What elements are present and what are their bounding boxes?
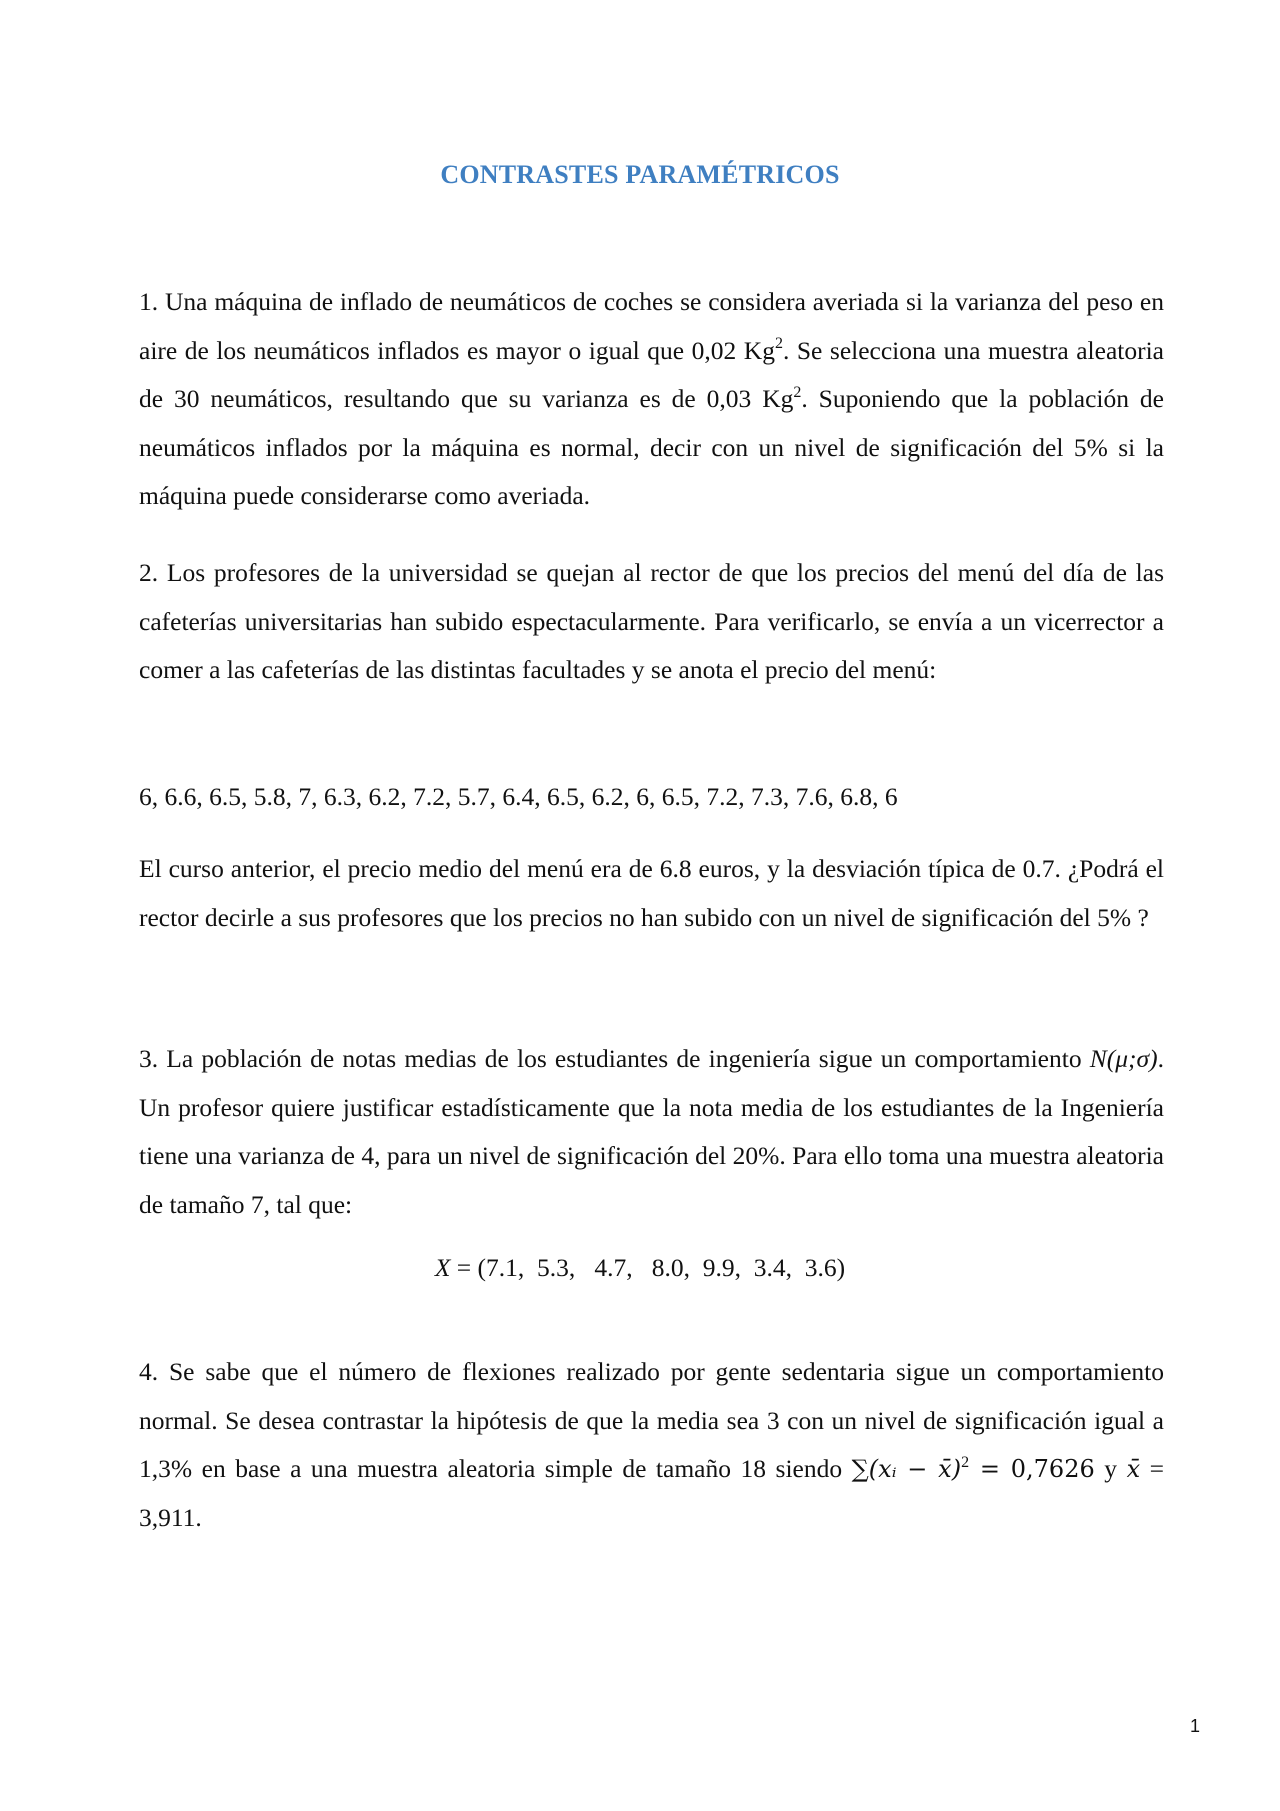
problem-4-statement: 4. Se sabe que el número de flexiones realizado por gente sedentaria sigue un comportamiento normal. Se desea contrastar la hipótesis de que la media sea 3 con un nivel de significación igual a 1,3% en base a una muestra aleatoria simple de tamaño 18 siendo: [139, 1357, 1164, 1483]
problem-1-part-b: . Se selecciona una muestra aleatoria de 30 neumáticos, resultando que su varianza es de 0,03 Kg: [139, 335, 1164, 413]
formula-variable: X: [434, 1253, 451, 1282]
problem-3: [139, 1035, 1164, 1229]
problem-3-dist-params: (μ;σ): [1106, 1044, 1158, 1073]
problem-1-part-c: . Suponiendo que la población de neumáticos inflados por la máquina es normal, decir con un nivel de significación del 5% si la máquina puede considerarse como averiada.: [139, 384, 1164, 510]
problem-2-question: El curso anterior, el precio medio del menú era de 6.8 euros, y la desviación típica de 0.7. ¿Podrá el rector decirle a sus profesores que los precios no han subido con un nivel de significación del 5% ?: [139, 854, 1164, 932]
problem-1-text: [139, 278, 1164, 521]
sum-expression: ∑(xᵢ − x̄): [851, 1455, 962, 1483]
problem-3-sample-formula: [0, 1253, 1280, 1283]
problem-4: [139, 1348, 1164, 1542]
problem-1-sup-b: 2: [793, 383, 802, 401]
problem-1: [139, 278, 1164, 521]
formula-values: = (7.1, 5.3, 4.7, 8.0, 9.9, 3.4, 3.6): [450, 1253, 846, 1282]
problem-2-intro: 2. Los profesores de la universidad se quejan al rector de que los precios del menú del día de las cafeterías universitarias han subido espectacularmente. Para verificarlo, se envía a un vicerrector a comer a las cafeterías de las distintas facultades y se anota el precio del menú:: [139, 558, 1164, 684]
problem-4-text: [139, 1348, 1164, 1542]
sum-value: = 0,7626: [969, 1455, 1095, 1483]
problem-1-sup-a: 2: [774, 335, 783, 352]
problem-2-data-values: 6, 6.6, 6.5, 5.8, 7, 6.3, 6.2, 7.2, 5.7, 6.4, 6.5, 6.2, 6, 6.5, 7.2, 7.3, 7.6, 6.8, 6: [139, 782, 898, 811]
mean-expression: x̄: [1126, 1455, 1141, 1483]
problem-2: [139, 549, 1164, 695]
problem-2-data: [139, 773, 1164, 822]
problem-1-part-a: 1. Una máquina de inflado de neumáticos de coches se considera averiada si la varianza del peso en aire de los neumáticos inflados es mayor o igual que 0,02 Kg: [139, 287, 1164, 365]
connector-text: y: [1094, 1454, 1127, 1483]
problem-3-text: [139, 1035, 1164, 1229]
problem-3-part-b: . Un profesor quiere justificar estadísticamente que la nota media de los estudiantes de la Ingeniería tiene una varianza de 4, para un nivel de significación del 20%. Para ello toma una muestra aleatoria de tamaño 7, tal que:: [139, 1044, 1164, 1219]
mean-value: = 3,911.: [139, 1454, 1165, 1532]
page-number: 1: [1190, 1716, 1201, 1736]
page-title: CONTRASTES PARAMÉTRICOS: [440, 160, 840, 189]
problem-2-question-block: [139, 845, 1164, 942]
problem-3-part-a: 3. La población de notas medias de los estudiantes de ingeniería sigue un comportamiento: [139, 1044, 1090, 1073]
problem-3-dist-n: N: [1089, 1044, 1107, 1073]
sum-exponent: 2: [961, 1453, 970, 1471]
